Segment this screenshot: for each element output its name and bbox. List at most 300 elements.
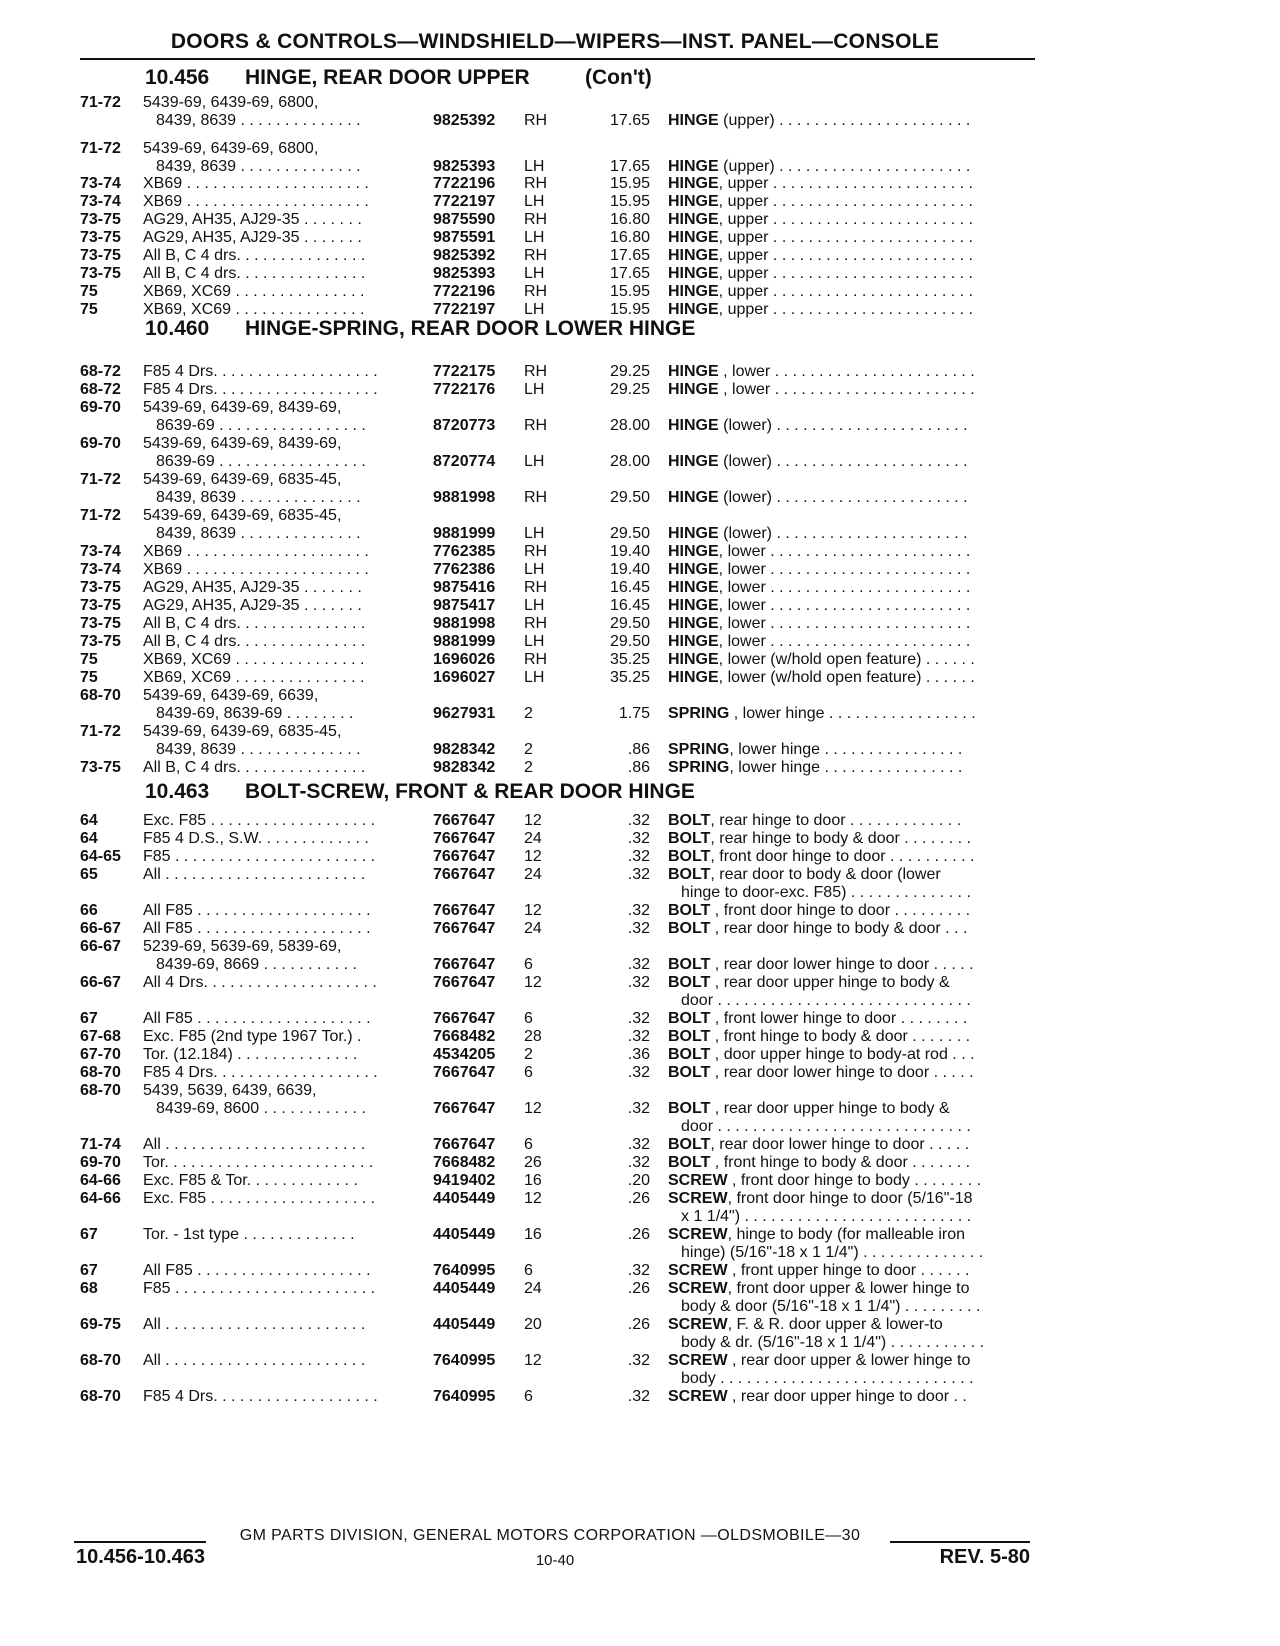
part-name: HINGE [668, 381, 719, 398]
description [668, 489, 1033, 507]
application: 5439, 5639, 6439, 6639, [143, 1082, 317, 1099]
part-detail: body & dr. (5/16"-18 x 1 1/4") . . . . . . . . . . . [681, 1334, 985, 1351]
part-name: SPRING [668, 741, 730, 758]
description [681, 1298, 1033, 1316]
model-years: 73-74 [80, 543, 121, 560]
price: .32 [627, 974, 650, 991]
model-years: 67-68 [80, 1028, 121, 1045]
part-name: HINGE [668, 489, 719, 506]
quantity: 12 [524, 848, 542, 865]
application: Exc. F85 (2nd type 1967 Tor.) . [143, 1028, 362, 1045]
model-years: 71-72 [80, 140, 121, 157]
model-years: 64-65 [80, 848, 121, 865]
footer-revision: REV. 5-80 [939, 1546, 1030, 1568]
application: 8639-69 . . . . . . . . . . . . . . . . . [156, 453, 366, 470]
table-row [0, 1100, 1280, 1120]
description [668, 1154, 1033, 1172]
price: 16.80 [609, 229, 650, 246]
part-number: 1696026 [433, 651, 496, 668]
description [668, 525, 1033, 543]
part-number: 9881999 [433, 633, 496, 650]
part-name: BOLT [668, 1028, 711, 1045]
table-row [0, 1118, 1280, 1138]
price: 29.50 [609, 489, 650, 506]
part-name: HINGE [668, 211, 719, 228]
price: 29.25 [609, 363, 650, 380]
section-number: 10.456 [145, 66, 210, 89]
price: .32 [627, 866, 650, 883]
description [668, 866, 1033, 884]
description [668, 615, 1033, 633]
application: 8439, 8639 . . . . . . . . . . . . . . [156, 525, 361, 542]
part-name: HINGE [668, 633, 719, 650]
quantity: LH [524, 561, 545, 578]
part-detail: , upper . . . . . . . . . . . . . . . . . . . . . . . [718, 229, 973, 246]
part-detail: , lower hinge . . . . . . . . . . . . . . . . [729, 741, 963, 758]
part-detail: (lower) . . . . . . . . . . . . . . . . . . . . . . [718, 417, 968, 434]
model-years: 64-66 [80, 1172, 121, 1189]
table-row [0, 651, 1280, 671]
table-row [0, 301, 1280, 321]
description [681, 1334, 1033, 1352]
application: F85 4 Drs. . . . . . . . . . . . . . . . . . . [143, 363, 378, 380]
price: 29.50 [609, 525, 650, 542]
model-years: 71-72 [80, 471, 121, 488]
description [668, 597, 1033, 615]
model-years: 66-67 [80, 974, 121, 991]
part-name: HINGE [668, 158, 719, 175]
price: .26 [627, 1280, 650, 1297]
price: .32 [627, 956, 650, 973]
table-row [0, 525, 1280, 545]
table-row [0, 247, 1280, 267]
description [668, 1352, 1033, 1370]
part-detail: body . . . . . . . . . . . . . . . . . . . . . . . . . . . . . [681, 1370, 974, 1387]
section-title: HINGE, REAR DOOR UPPER [245, 66, 530, 89]
part-detail: x 1 1/4") . . . . . . . . . . . . . . . . . . . . . . . . . . [681, 1208, 972, 1225]
part-number: 9825392 [433, 112, 496, 129]
part-detail: , lower . . . . . . . . . . . . . . . . . . . . . . . [718, 543, 971, 560]
part-number: 7640995 [433, 1262, 496, 1279]
part-name: BOLT [668, 956, 711, 973]
application: All B, C 4 drs. . . . . . . . . . . . . . . [143, 615, 366, 632]
price: 15.95 [609, 193, 650, 210]
part-name: HINGE [668, 363, 719, 380]
description [668, 579, 1033, 597]
quantity: 16 [524, 1172, 542, 1189]
section-title: HINGE-SPRING, REAR DOOR LOWER HINGE [245, 317, 696, 340]
table-row [0, 1064, 1280, 1084]
quantity: 2 [524, 705, 533, 722]
model-years: 73-75 [80, 633, 121, 650]
part-name: SCREW [668, 1262, 728, 1279]
quantity: RH [524, 247, 548, 264]
price: .32 [627, 920, 650, 937]
application: All F85 . . . . . . . . . . . . . . . . . . . . [143, 920, 371, 937]
application: XB69 . . . . . . . . . . . . . . . . . . . . . [143, 543, 369, 560]
part-detail: , rear hinge to body & door . . . . . . . . [710, 830, 971, 847]
part-detail: , rear door hinge to body & door . . . [710, 920, 968, 937]
description [668, 1316, 1033, 1334]
description [668, 1388, 1033, 1406]
quantity: LH [524, 158, 545, 175]
description [668, 265, 1033, 283]
quantity: 2 [524, 759, 533, 776]
part-detail: door . . . . . . . . . . . . . . . . . . . . . . . . . . . . . [681, 1118, 971, 1135]
quantity: LH [524, 525, 545, 542]
quantity: 2 [524, 741, 533, 758]
table-row [0, 1370, 1280, 1390]
description [668, 247, 1033, 265]
quantity: LH [524, 453, 545, 470]
part-detail: , rear door lower hinge to door . . . . . [710, 1136, 970, 1153]
model-years: 73-75 [80, 247, 121, 264]
price: 28.00 [609, 453, 650, 470]
part-name: SCREW [668, 1226, 728, 1243]
part-detail: (upper) . . . . . . . . . . . . . . . . . . . . . . [718, 112, 971, 129]
quantity: RH [524, 417, 548, 434]
description [668, 363, 1033, 381]
application: AG29, AH35, AJ29-35 . . . . . . . [143, 579, 362, 596]
application: All . . . . . . . . . . . . . . . . . . . . . . . [143, 1316, 366, 1333]
quantity: RH [524, 112, 548, 129]
price: .32 [627, 1064, 650, 1081]
quantity: LH [524, 669, 545, 686]
part-name: BOLT [668, 1064, 711, 1081]
model-years: 73-75 [80, 211, 121, 228]
description [668, 175, 1033, 193]
table-row [0, 902, 1280, 922]
application: All B, C 4 drs. . . . . . . . . . . . . . . [143, 759, 366, 776]
table-row [0, 615, 1280, 635]
price: .32 [627, 1388, 650, 1405]
part-number: 7667647 [433, 1136, 496, 1153]
quantity: 6 [524, 1064, 533, 1081]
application: XB69 . . . . . . . . . . . . . . . . . . . . . [143, 561, 369, 578]
quantity: 24 [524, 866, 542, 883]
part-number: 7667647 [433, 812, 496, 829]
table-row [0, 1190, 1280, 1210]
application: F85 . . . . . . . . . . . . . . . . . . . . . . . [143, 848, 376, 865]
part-number: 7667647 [433, 1010, 496, 1027]
table-row [0, 884, 1280, 904]
part-detail: , rear door upper hinge to body & [710, 974, 950, 991]
description [668, 974, 1033, 992]
quantity: LH [524, 633, 545, 650]
part-detail: , rear door lower hinge to door . . . . . [710, 956, 974, 973]
part-number: 9419402 [433, 1172, 496, 1189]
table-row [0, 1244, 1280, 1264]
table-row [0, 687, 1280, 707]
description [668, 453, 1033, 471]
model-years: 67 [80, 1262, 98, 1279]
part-number: 7668482 [433, 1154, 496, 1171]
model-years: 66-67 [80, 938, 121, 955]
price: 17.65 [609, 265, 650, 282]
application: 8439, 8639 . . . . . . . . . . . . . . [156, 158, 361, 175]
part-detail: , rear door upper & lower hinge to [727, 1352, 971, 1369]
application: Tor. - 1st type . . . . . . . . . . . . . [143, 1226, 355, 1243]
model-years: 75 [80, 301, 98, 318]
quantity: 24 [524, 920, 542, 937]
price: .32 [627, 1154, 650, 1171]
part-name: BOLT [668, 1010, 711, 1027]
quantity: RH [524, 543, 548, 560]
part-detail: hinge to door-exc. F85) . . . . . . . . . . . . . . [681, 884, 971, 901]
model-years: 71-72 [80, 507, 121, 524]
table-row [0, 381, 1280, 401]
description [668, 812, 1033, 830]
quantity: 12 [524, 812, 542, 829]
part-name: BOLT [668, 812, 711, 829]
price: .86 [627, 741, 650, 758]
footer-rule [890, 1541, 1030, 1543]
part-name: SPRING [668, 705, 730, 722]
description [668, 301, 1033, 319]
application: Exc. F85 & Tor. . . . . . . . . . . . . [143, 1172, 358, 1189]
part-number: 8720774 [433, 453, 496, 470]
description [668, 112, 1033, 130]
description [668, 417, 1033, 435]
description [668, 902, 1033, 920]
table-row [0, 1172, 1280, 1192]
application: 8639-69 . . . . . . . . . . . . . . . . . [156, 417, 366, 434]
model-years: 66 [80, 902, 98, 919]
quantity: RH [524, 489, 548, 506]
part-number: 9875416 [433, 579, 496, 596]
part-name: SCREW [668, 1190, 728, 1207]
description [668, 830, 1033, 848]
description [668, 561, 1033, 579]
description [668, 1100, 1033, 1118]
description [681, 1208, 1033, 1226]
model-years: 69-75 [80, 1316, 121, 1333]
table-row [0, 229, 1280, 249]
table-row [0, 741, 1280, 761]
model-years: 71-72 [80, 723, 121, 740]
application: AG29, AH35, AJ29-35 . . . . . . . [143, 229, 362, 246]
application: All F85 . . . . . . . . . . . . . . . . . . . . [143, 902, 371, 919]
part-name: BOLT [668, 902, 711, 919]
part-name: HINGE [668, 265, 719, 282]
quantity: LH [524, 265, 545, 282]
model-years: 65 [80, 866, 98, 883]
description [668, 956, 1033, 974]
price: .32 [627, 830, 650, 847]
description [668, 158, 1033, 176]
table-row [0, 1136, 1280, 1156]
price: .32 [627, 812, 650, 829]
part-name: BOLT [668, 1100, 711, 1117]
model-years: 75 [80, 283, 98, 300]
table-row [0, 938, 1280, 958]
model-years: 64-66 [80, 1190, 121, 1207]
quantity: RH [524, 615, 548, 632]
application: 8439-69, 8669 . . . . . . . . . . . [156, 956, 357, 973]
description [668, 920, 1033, 938]
application: AG29, AH35, AJ29-35 . . . . . . . [143, 597, 362, 614]
part-name: SPRING [668, 759, 730, 776]
part-name: BOLT [668, 1154, 711, 1171]
part-detail: , F. & R. door upper & lower-to [727, 1316, 943, 1333]
part-name: SCREW [668, 1172, 728, 1189]
price: .32 [627, 848, 650, 865]
price: 15.95 [609, 175, 650, 192]
part-detail: , front door upper & lower hinge to [727, 1280, 970, 1297]
table-row [0, 1352, 1280, 1372]
part-number: 4534205 [433, 1046, 496, 1063]
table-row [0, 1046, 1280, 1066]
table-row [0, 193, 1280, 213]
section-heading [145, 66, 652, 90]
price: .86 [627, 759, 650, 776]
part-detail: , upper . . . . . . . . . . . . . . . . . . . . . . . [718, 265, 973, 282]
part-number: 9875590 [433, 211, 496, 228]
price: 29.25 [609, 381, 650, 398]
part-name: HINGE [668, 175, 719, 192]
table-row [0, 94, 1280, 114]
table-row [0, 848, 1280, 868]
table-row [0, 265, 1280, 285]
model-years: 68-70 [80, 1352, 121, 1369]
part-name: HINGE [668, 651, 719, 668]
table-row [0, 1334, 1280, 1354]
application: 5439-69, 6439-69, 8439-69, [143, 399, 342, 416]
part-number: 7667647 [433, 848, 496, 865]
part-number: 7667647 [433, 830, 496, 847]
application: F85 4 Drs. . . . . . . . . . . . . . . . . . . [143, 1064, 378, 1081]
model-years: 68-70 [80, 1388, 121, 1405]
model-years: 75 [80, 669, 98, 686]
table-row [0, 1316, 1280, 1336]
table-row [0, 1262, 1280, 1282]
price: 29.50 [609, 633, 650, 650]
part-detail: , lower (w/hold open feature) . . . . . . [718, 669, 975, 686]
description [668, 651, 1033, 669]
description [668, 1280, 1033, 1298]
application: 5439-69, 6439-69, 6800, [143, 94, 319, 111]
part-number: 4405449 [433, 1316, 496, 1333]
description [668, 1226, 1033, 1244]
model-years: 68 [80, 1280, 98, 1297]
quantity: 6 [524, 1136, 533, 1153]
description [668, 759, 1033, 777]
price: .32 [627, 1262, 650, 1279]
table-row [0, 812, 1280, 832]
part-name: BOLT [668, 866, 711, 883]
description [668, 1262, 1033, 1280]
part-detail: , upper . . . . . . . . . . . . . . . . . . . . . . . [718, 193, 973, 210]
part-number: 7762385 [433, 543, 496, 560]
part-detail: , door upper hinge to body-at rod . . . [710, 1046, 975, 1063]
part-detail: , front upper hinge to door . . . . . . [727, 1262, 970, 1279]
part-number: 9875417 [433, 597, 496, 614]
model-years: 69-70 [80, 399, 121, 416]
part-detail: , lower (w/hold open feature) . . . . . . [718, 651, 975, 668]
application: All B, C 4 drs. . . . . . . . . . . . . . . [143, 633, 366, 650]
part-name: BOLT [668, 1046, 711, 1063]
price: 16.45 [609, 597, 650, 614]
section-heading [145, 780, 695, 804]
page-header: DOORS & CONTROLS—WINDSHIELD—WIPERS—INST. PANEL—CONSOLE [170, 30, 940, 53]
model-years: 69-70 [80, 1154, 121, 1171]
part-detail: , hinge to body (for malleable iron [727, 1226, 966, 1243]
part-number: 7667647 [433, 1100, 496, 1117]
price: .32 [627, 1028, 650, 1045]
table-row [0, 1280, 1280, 1300]
part-detail: , front lower hinge to door . . . . . . . . [710, 1010, 968, 1027]
price: 28.00 [609, 417, 650, 434]
model-years: 73-75 [80, 229, 121, 246]
part-detail: body & door (5/16"-18 x 1 1/4") . . . . . . . . . [681, 1298, 981, 1315]
part-number: 9825392 [433, 247, 496, 264]
part-name: BOLT [668, 1136, 711, 1153]
part-detail: , lower hinge . . . . . . . . . . . . . . . . [729, 759, 963, 776]
table-row [0, 597, 1280, 617]
price: 15.95 [609, 301, 650, 318]
part-name: HINGE [668, 543, 719, 560]
quantity: 12 [524, 974, 542, 991]
part-detail: , upper . . . . . . . . . . . . . . . . . . . . . . . [718, 283, 973, 300]
quantity: RH [524, 283, 548, 300]
part-detail: (lower) . . . . . . . . . . . . . . . . . . . . . . [718, 453, 968, 470]
part-number: 9825393 [433, 265, 496, 282]
description [668, 1190, 1033, 1208]
table-row [0, 1298, 1280, 1318]
description [668, 283, 1033, 301]
table-row [0, 633, 1280, 653]
quantity: RH [524, 579, 548, 596]
table-row [0, 1028, 1280, 1048]
part-detail: , front door hinge to door . . . . . . . . . . [710, 848, 975, 865]
part-detail: , lower . . . . . . . . . . . . . . . . . . . . . . . [718, 615, 971, 632]
quantity: 16 [524, 1226, 542, 1243]
model-years: 71-74 [80, 1136, 121, 1153]
part-number: 7667647 [433, 956, 496, 973]
part-detail: , rear door to body & door (lower [710, 866, 941, 883]
description [668, 381, 1033, 399]
application: All 4 Drs. . . . . . . . . . . . . . . . . . . . [143, 974, 377, 991]
table-row [0, 417, 1280, 437]
quantity: 24 [524, 830, 542, 847]
part-name: SCREW [668, 1280, 728, 1297]
model-years: 64 [80, 812, 98, 829]
part-detail: , lower . . . . . . . . . . . . . . . . . . . . . . . [718, 363, 975, 380]
price: 17.65 [609, 247, 650, 264]
application: F85 4 D.S., S.W. . . . . . . . . . . . . [143, 830, 369, 847]
description [668, 229, 1033, 247]
part-number: 7667647 [433, 866, 496, 883]
description [668, 1010, 1033, 1028]
model-years: 69-70 [80, 435, 121, 452]
price: .32 [627, 1136, 650, 1153]
application: 8439-69, 8639-69 . . . . . . . . [156, 705, 354, 722]
table-row [0, 507, 1280, 527]
table-row [0, 283, 1280, 303]
part-detail: , front door hinge to door . . . . . . . . . [710, 902, 971, 919]
part-detail: , rear door upper hinge to door . . [727, 1388, 967, 1405]
price: .32 [627, 902, 650, 919]
price: .26 [627, 1316, 650, 1333]
part-detail: door . . . . . . . . . . . . . . . . . . . . . . . . . . . . . [681, 992, 971, 1009]
part-detail: , front hinge to body & door . . . . . . . [710, 1028, 971, 1045]
quantity: 28 [524, 1028, 542, 1045]
description [668, 705, 1033, 723]
table-row [0, 579, 1280, 599]
table-row [0, 920, 1280, 940]
part-name: HINGE [668, 561, 719, 578]
table-row [0, 1010, 1280, 1030]
